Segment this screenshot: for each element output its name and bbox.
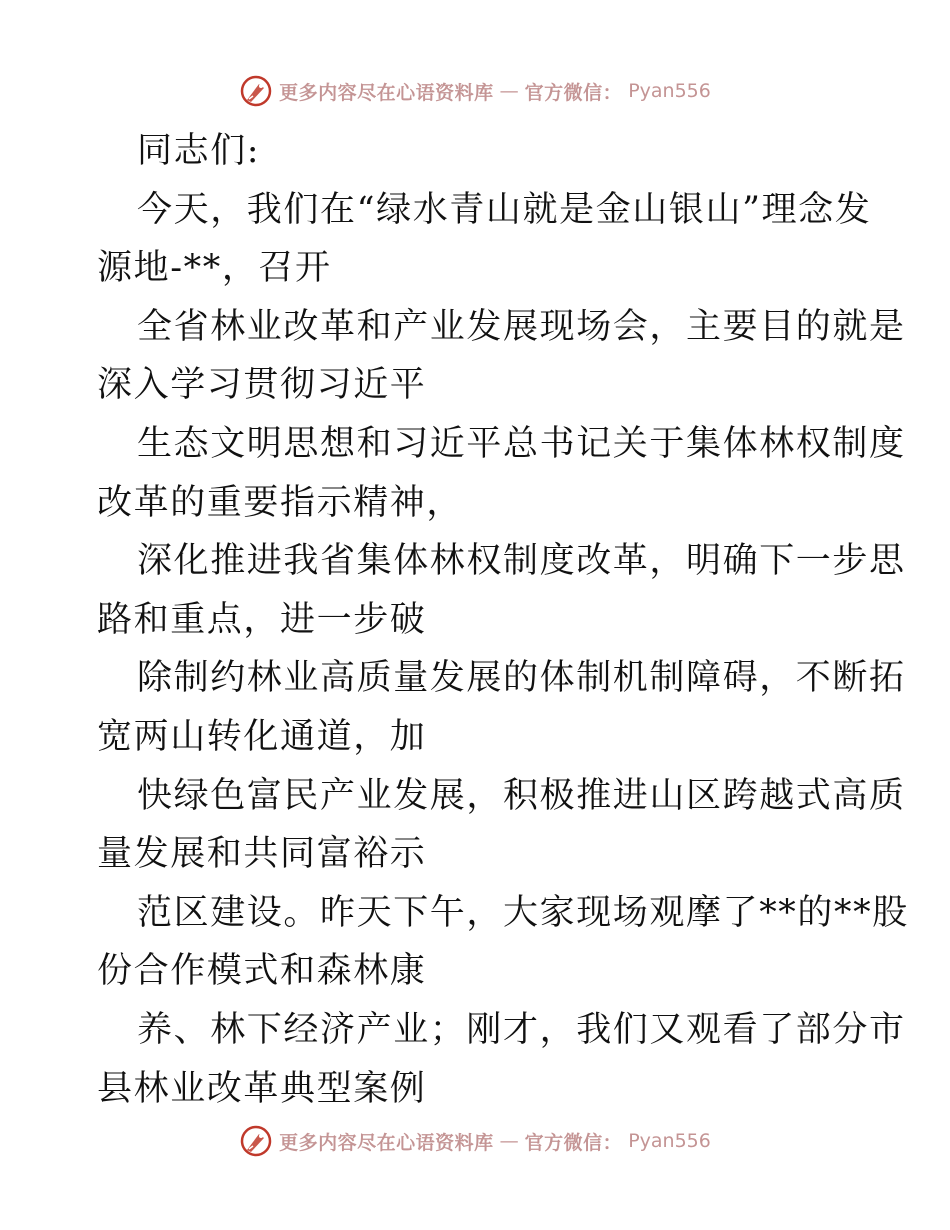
- document-body: [97, 122, 909, 1118]
- watermark-label: 官方微信：: [524, 1131, 623, 1154]
- body-text-line: 范区建设。昨天下午，大家现场观摩了**的**股: [137, 892, 909, 933]
- body-text-line: 宽两山转化通道，加: [97, 716, 427, 757]
- watermark-account: Pyan556: [628, 1130, 711, 1152]
- header-watermark: [0, 71, 950, 111]
- body-text-line: 县林业改革典型案例: [97, 1068, 427, 1109]
- body-text-line: 改革的重要指示精神，: [97, 482, 464, 523]
- body-text-line: 生态文明思想和习近平总书记关于集体林权制度: [137, 423, 906, 464]
- body-text-line: 除制约林业高质量发展的体制机制障碍，不断拓: [137, 658, 906, 699]
- body-text-line: 深化推进我省集体林权制度改革，明确下一步思: [137, 541, 906, 582]
- body-text-line: 今天，我们在“绿水青山就是金山银山”理念发: [137, 189, 872, 230]
- pen-nib-logo-icon: [239, 1124, 273, 1158]
- body-text-line: 源地-**，召开: [97, 248, 332, 289]
- watermark-account: Pyan556: [628, 80, 711, 102]
- body-text-line: 同志们:: [137, 131, 261, 171]
- footer-watermark: [0, 1121, 950, 1161]
- watermark-separator: —: [499, 80, 519, 102]
- body-text-line: 深入学习贯彻习近平: [97, 365, 427, 406]
- pen-nib-logo-icon: [239, 74, 273, 108]
- body-text-line: 路和重点，进一步破: [97, 599, 427, 640]
- body-text-line: 养、林下经济产业；刚才，我们又观看了部分市: [137, 1009, 906, 1050]
- watermark-brand: 更多内容尽在心语资料库: [279, 1131, 494, 1154]
- body-text-line: 量发展和共同富裕示: [97, 834, 427, 875]
- body-text-line: 份合作模式和森林康: [97, 951, 427, 992]
- watermark-brand: 更多内容尽在心语资料库: [279, 81, 494, 104]
- watermark-separator: —: [499, 1130, 519, 1152]
- body-text-line: 全省林业改革和产业发展现场会，主要目的就是: [137, 306, 906, 347]
- watermark-label: 官方微信：: [524, 81, 623, 104]
- body-text-line: 快绿色富民产业发展，积极推进山区跨越式高质: [137, 775, 906, 816]
